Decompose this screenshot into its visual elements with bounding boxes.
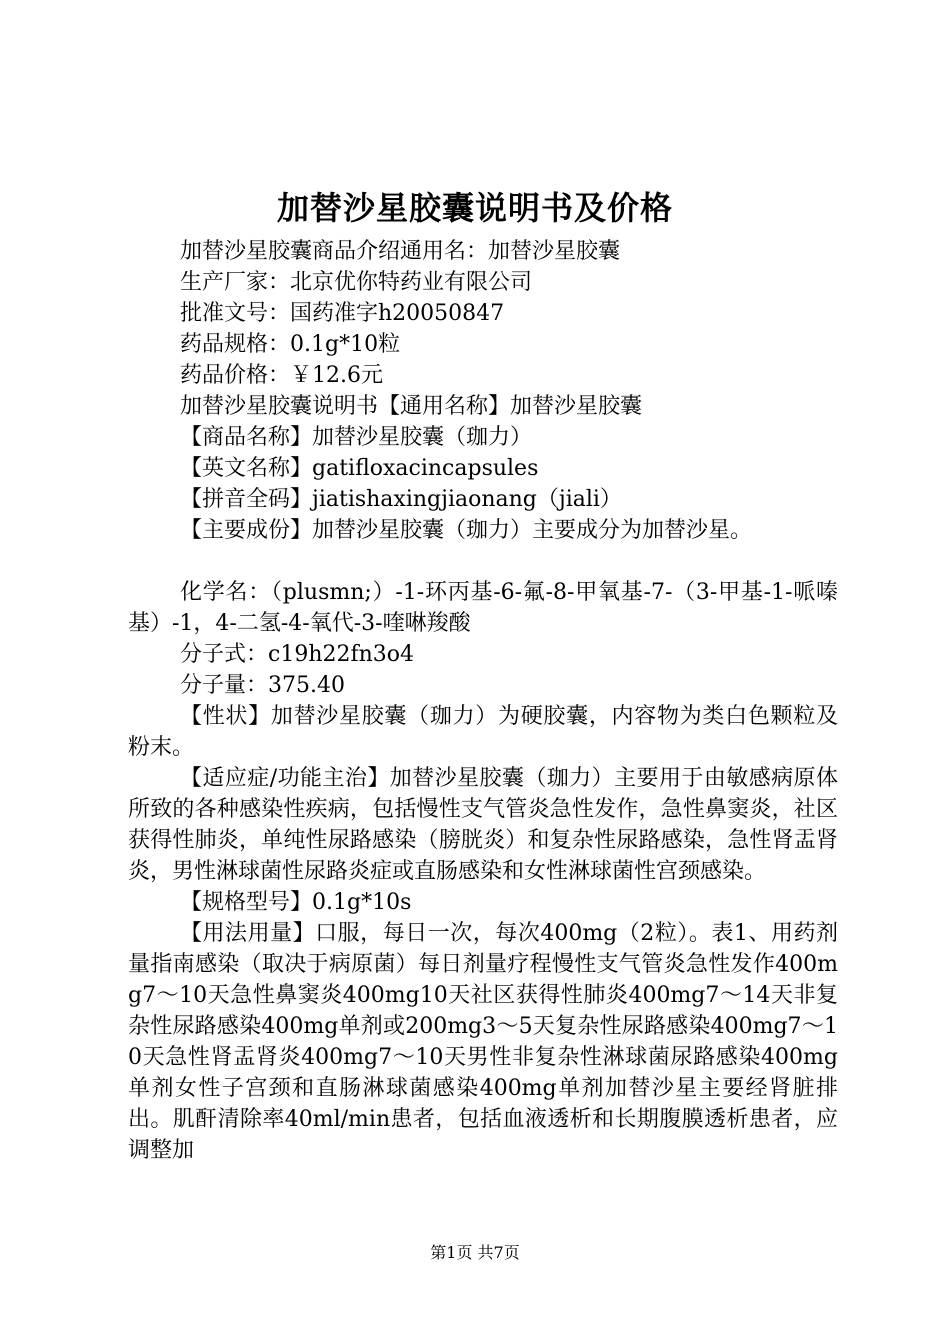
paragraph-trade-name: 【商品名称】加替沙星胶囊（珈力） [180, 425, 533, 450]
document-body [128, 236, 838, 1166]
paragraph-english-name: 【英文名称】gatifloxacincapsules [180, 456, 539, 481]
paragraph-ingredients: 【主要成份】加替沙星胶囊（珈力）主要成分为加替沙星。 [180, 518, 753, 543]
paragraph-approval-number: 批准文号：国药准字h20050847 [180, 301, 505, 326]
paragraph-molecular-weight: 分子量：375.40 [180, 673, 345, 698]
paragraph-generic-name: 加替沙星胶囊说明书【通用名称】加替沙星胶囊 [180, 394, 643, 419]
paragraph-dosage: 【用法用量】口服，每日一次，每次400mg（2粒）。表1、用药剂量指南感染（取决于病原菌）每日剂量疗程慢性支气管炎急性发作400mg7～10天急性鼻窦炎400mg10天社区获得性肺炎400mg7～14天非复杂性尿路感染400mg单剂或200mg3～5天复杂性尿路感染400mg7～10天急性肾盂肾炎400mg7～10天男性非复杂性淋球菌尿路感染400mg单剂女性子宫颈和直肠淋球菌感染400mg单剂加替沙星主要经肾脏排出。肌酐清除率40ml/min患者，包括血液透析和长期腹膜透析患者，应调整加 [128, 921, 838, 1163]
paragraph-manufacturer: 生产厂家：北京优你特药业有限公司 [180, 270, 533, 295]
paragraph-model: 【规格型号】0.1g*10s [180, 890, 412, 915]
paragraph-indications: 【适应症/功能主治】加替沙星胶囊（珈力）主要用于由敏感病原体所致的各种感染性疾病，包括慢性支气管炎急性发作，急性鼻窦炎，社区获得性肺炎，单纯性尿路感染（膀胱炎）和复杂性尿路感染，急性肾盂肾炎，男性淋球菌性尿路炎症或直肠感染和女性淋球菌性宫颈感染。 [128, 766, 838, 884]
paragraph-appearance: 【性状】加替沙星胶囊（珈力）为硬胶囊，内容物为类白色颗粒及粉末。 [128, 704, 838, 760]
paragraph-molecular-formula: 分子式：c19h22fn3o4 [180, 642, 415, 667]
paragraph-price: 药品价格：￥12.6元 [180, 363, 383, 388]
paragraph-intro: 加替沙星胶囊商品介绍通用名：加替沙星胶囊 [180, 239, 621, 264]
page-number: 第1页 共7页 [430, 1243, 520, 1262]
paragraph-pinyin: 【拼音全码】jiatishaxingjiaonang（jiali） [180, 487, 622, 512]
paragraph-specification: 药品规格：0.1g*10粒 [180, 332, 401, 357]
paragraph-chemical-name: 化学名：（plusmn;）-1-环丙基-6-氟-8-甲氧基-7-（3-甲基-1-哌嗪基）-1，4-二氢-4-氧代-3-喹啉羧酸 [128, 580, 838, 636]
document-title: 加替沙星胶囊说明书及价格 [276, 189, 673, 227]
